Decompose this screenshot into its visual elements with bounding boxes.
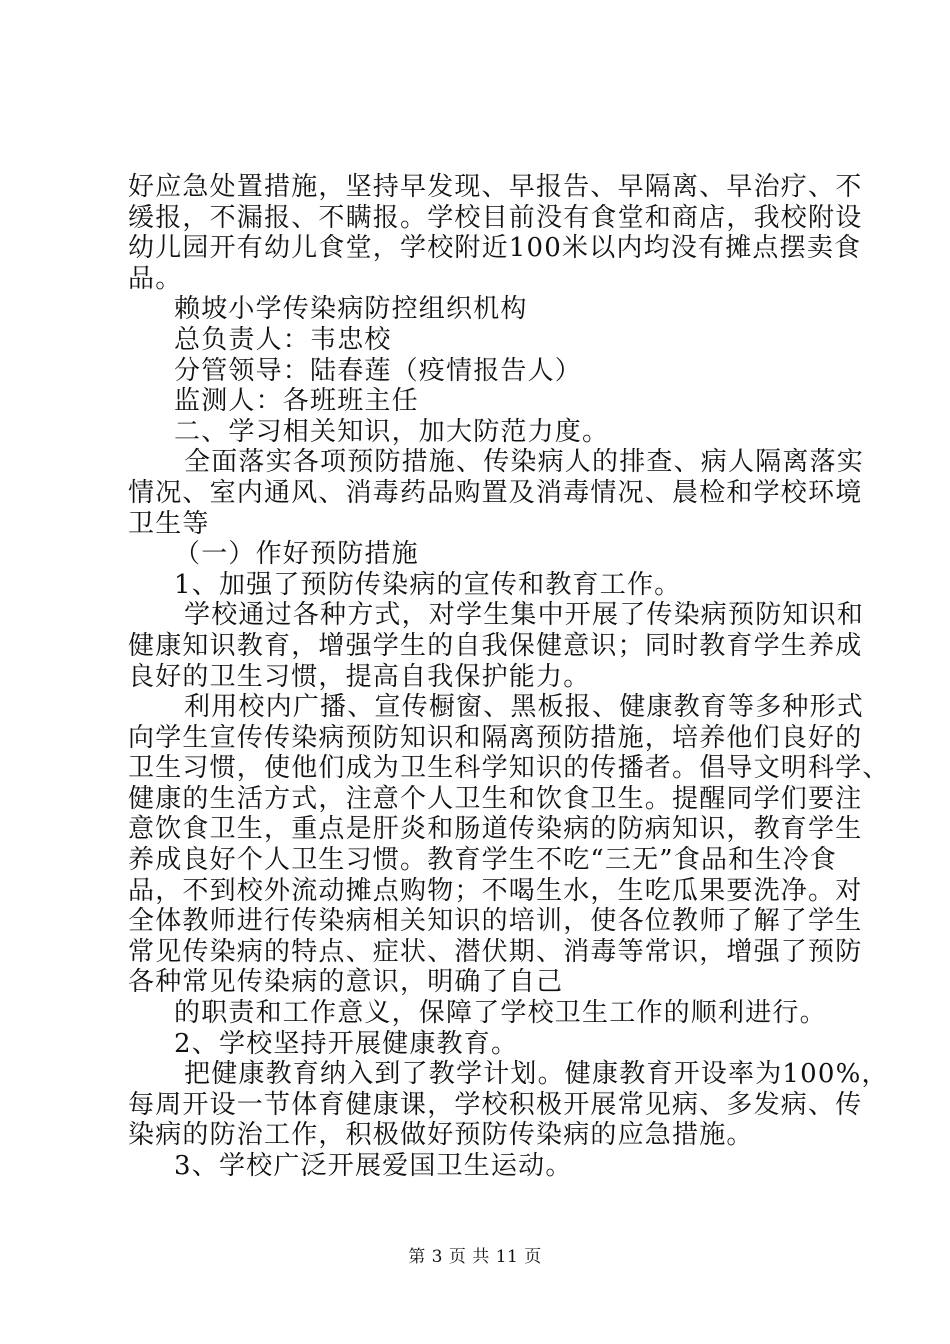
text-line: 总负责人：韦忠校 [174,324,392,355]
text-line: 卫生等 [128,508,210,539]
text-line: 全体教师进行传染病相关知识的培训，使各位教师了解了学生 [128,906,863,937]
text-line: 品。 [128,263,183,294]
page-number-footer: 第 3 页 共 11 页 [408,1247,542,1267]
text-line: 养成良好个人卫生习惯。教育学生不吃“三无”食品和生冷食 [128,845,837,876]
text-line: 各种常见传染病的意识，明确了自己 [128,967,564,998]
text-line: 好应急处置措施，坚持早发现、早报告、早隔离、早治疗、不 [128,172,863,202]
text-line: 情况、室内通风、消毒药品购置及消毒情况、晨检和学校环境 [128,477,863,508]
text-line: （一）作好预防措施 [174,539,419,570]
text-line: 健康的生活方式，注意个人卫生和饮食卫生。提醒同学们要注 [128,783,863,814]
text-line: 二、学习相关知识，加大防范力度。 [174,416,610,447]
text-line: 良好的卫生习惯，提高自我保护能力。 [128,661,591,692]
text-line: 3、学校广泛开展爱国卫生运动。 [174,1151,573,1181]
text-line: 的职责和工作意义，保障了学校卫生工作的顺利进行。 [174,998,827,1029]
text-line: 监测人：各班班主任 [174,386,419,417]
text-line: 全面落实各项预防措施、传染病人的排查、病人隔离落实 [184,447,865,478]
text-line: 把健康教育纳入到了教学计划。健康教育开设率为100%， [184,1059,889,1090]
text-line: 缓报，不漏报、不瞒报。学校目前没有食堂和商店，我校附设 [128,202,863,233]
text-line: 2、学校坚持开展健康教育。 [174,1028,519,1059]
text-line: 染病的防治工作，积极做好预防传染病的应急措施。 [128,1120,754,1151]
text-line: 健康知识教育，增强学生的自我保健意识；同时教育学生养成 [128,630,863,661]
text-line: 1、加强了预防传染病的宣传和教育工作。 [174,569,682,600]
text-line: 常见传染病的特点、症状、潜伏期、消毒等常识，增强了预防 [128,936,863,967]
text-line: 分管领导：陆春莲（疫情报告人） [174,355,583,386]
text-line: 学校通过各种方式，对学生集中开展了传染病预防知识和 [184,600,865,631]
document-body [128,172,890,1182]
text-line: 每周开设一节体育健康课，学校积极开展常见病、多发病、传 [128,1089,863,1120]
text-line: 意饮食卫生，重点是肝炎和肠道传染病的防病知识，教育学生 [128,814,863,845]
text-line: 利用校内广播、宣传橱窗、黑板报、健康教育等多种形式 [184,692,865,723]
text-line: 幼儿园开有幼儿食堂，学校附近100米以内均没有摊点摆卖食 [128,233,862,264]
text-line: 向学生宣传传染病预防知识和隔离预防措施，培养他们良好的 [128,722,863,753]
text-line: 品，不到校外流动摊点购物；不喝生水，生吃瓜果要洗净。对 [128,875,863,906]
text-line: 卫生习惯，使他们成为卫生科学知识的传播者。倡导文明科学、 [128,753,890,784]
text-line: 赖坡小学传染病防控组织机构 [174,294,528,325]
